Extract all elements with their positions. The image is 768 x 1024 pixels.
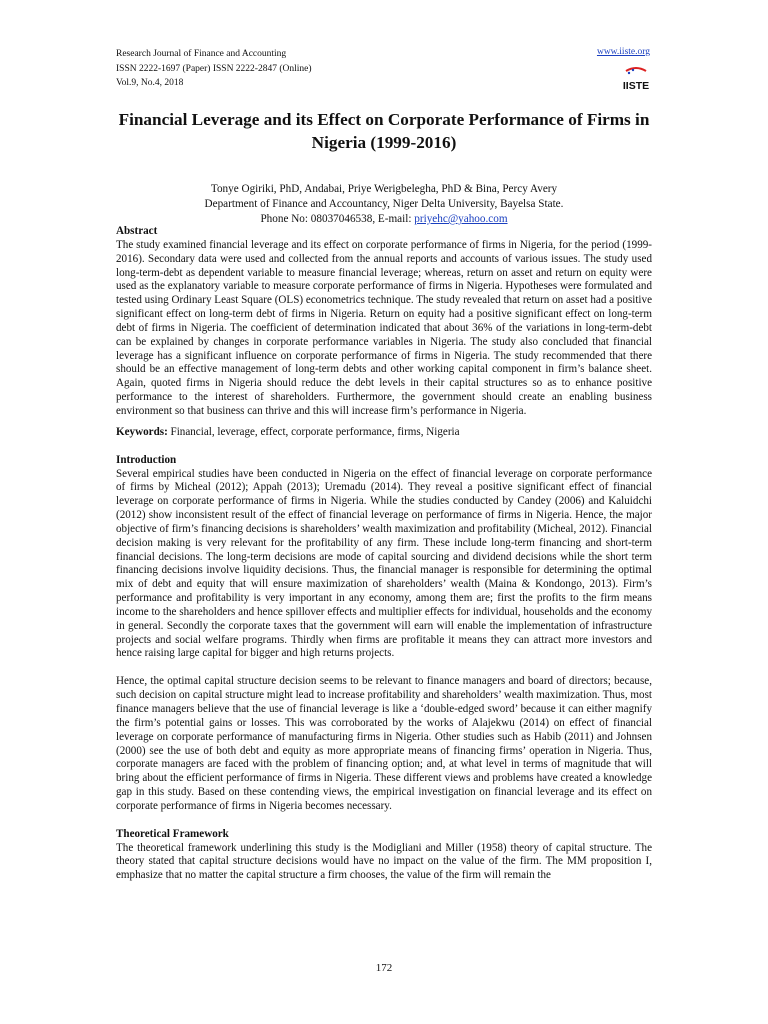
journal-issn: ISSN 2222-1697 (Paper) ISSN 2222-2847 (Online)	[116, 63, 312, 74]
author-names: Tonye Ogiriki, PhD, Andabai, Priye Werigbelegha, PhD & Bina, Percy Avery	[210, 183, 558, 195]
author-block	[110, 182, 658, 227]
logo-text: IISTE	[623, 80, 649, 92]
paper-body	[116, 225, 652, 883]
journal-header	[116, 47, 652, 97]
journal-volume: Vol.9, No.4, 2018	[116, 78, 184, 88]
page-number: 172	[375, 962, 393, 974]
author-affiliation: Department of Finance and Accountancy, Niger Delta University, Bayelsa State.	[204, 198, 564, 210]
journal-url-link[interactable]: www.iiste.org	[596, 47, 650, 57]
iiste-logo-icon	[623, 64, 649, 92]
paper-title: Financial Leverage and its Effect on Corporate Performance of Firms in Nigeria (1999-2016)	[118, 110, 650, 152]
keywords-label: Keywords:	[116, 425, 168, 438]
keywords-text: Financial, leverage, effect, corporate performance, firms, Nigeria	[167, 425, 460, 438]
introduction-paragraph-1: Several empirical studies have been conducted in Nigeria on the effect of financial leverage on corporate performance of firms by Micheal (2012); Appah (2013); Uremadu (2014). They reveal a positive significant effect of financial leverage on corporate performance of firms in Nigeria. While the studies conducted by Candey (2006) and Kaluidchi (2012) show inconsistent result of the effect of financial leverage on performance of firms in Nigeria. Hence, the major objective of firm’s financing decisions is shareholders’ wealth maximization and profitability (Micheal, 2012). Financial decision making is very relevant for the profitability of any firm. These include long-term financing and short-term financial decisions. The long-term decisions are mode of capital sourcing and dividend decisions while the short term financing decisions involve liquidity decisions. Thus, the financial manager is responsible for determining the optimal mix of debt and equity that will ensure maximization of shareholders’ wealth (Maina & Kondongo, 2013). Firm’s performance and profitability is very important in any economy, among them are; first the profits to the firm means income to the shareholders and hence spillover effects and multiplier effects for individual, households and the economy in general. Secondly the corporate taxes that the government will earn will enable the implementation of infrastructure projects and social welfare programs. Thirdly when firms are profitable it means they can attract more investors and hence raising large capital for bigger and high returns projects.	[116, 467, 652, 660]
theoretical-framework-heading: Theoretical Framework	[116, 827, 229, 840]
introduction-paragraph-2: Hence, the optimal capital structure decision seems to be relevant to finance managers and board of directors; because, such decision on capital structure might lead to increase profitability and shareholders’ wealth maximization. Thus, most finance managers believe that the use of financial leverage is like a ‘double-edged sword’ because it can either magnify the firm’s potential gains or losses. This was corroborated by the works of Alajekwu (2014) on effect of financial leverage on corporate performance of manufacturing firms in Nigeria. Other studies such as Habib (2011) and Johnsen (2000) see the use of both debt and equity as more appropriate means of financing firms’ operation in Nigeria. Thus, corporate managers are faced with the problem of financing option; and, at what level in terms of magnitude that will bring about the efficient performance of firms in Nigeria. These different views and problems have created a knowledge gap in this study. Based on these contending views, the empirical investigation on financial leverage and its effect on corporate performance of firms in Nigeria becomes necessary.	[116, 675, 652, 812]
email-link[interactable]: priyehc@yahoo.com	[414, 213, 508, 225]
abstract-heading: Abstract	[116, 225, 158, 237]
journal-name: Research Journal of Finance and Accounting	[116, 49, 287, 59]
abstract-text: The study examined financial leverage and its effect on corporate performance of firms in Nigeria, for the period (1999-2016). Secondary data were used and collected from the annual reports and accounts of various issues. The study used long-term-debt as dependent variable to measure financial leverage; whereas, return on asset and return on equity were used as the explanatory variable to measure corporate performance of firms in Nigeria. Hypotheses were formulated and tested using Ordinary Least Square (OLS) econometrics technique. The study revealed that return on asset had a positive significant effect on long-term debt of firms in Nigeria. Return on equity had a positive significant effect on long-term debt of firms in Nigeria. The coefficient of determination indicated that about 36% of the variations in long-term-debt can be explained by changes in corporate performance variables in Nigeria. The study also concluded that financial leverage has a significant influence on corporate performance of firms in Nigeria. The study recommended that there should be an effective management of long-term debts and other working capital component in firm’s balance sheet. Again, quoted firms in Nigeria should reduce the debt levels in their capital structures so as to enhance positive performance to the interest of shareholders. Furthermore, the government should create an enabling business environment so that business can thrive and this will increase firm’s performance in Nigeria.	[116, 238, 652, 417]
phone-text: Phone No: 08037046538, E-mail:	[260, 213, 415, 225]
keywords-line	[116, 426, 652, 440]
theoretical-framework-text: The theoretical framework underlining this study is the Modigliani and Miller (1958) theory of capital structure. The theory stated that capital structure decisions would have no impact on the value of the firm. The MM proposition I, emphasize that no matter the capital structure a firm chooses, the value of the firm will remain the	[116, 841, 652, 882]
introduction-heading: Introduction	[116, 453, 177, 466]
